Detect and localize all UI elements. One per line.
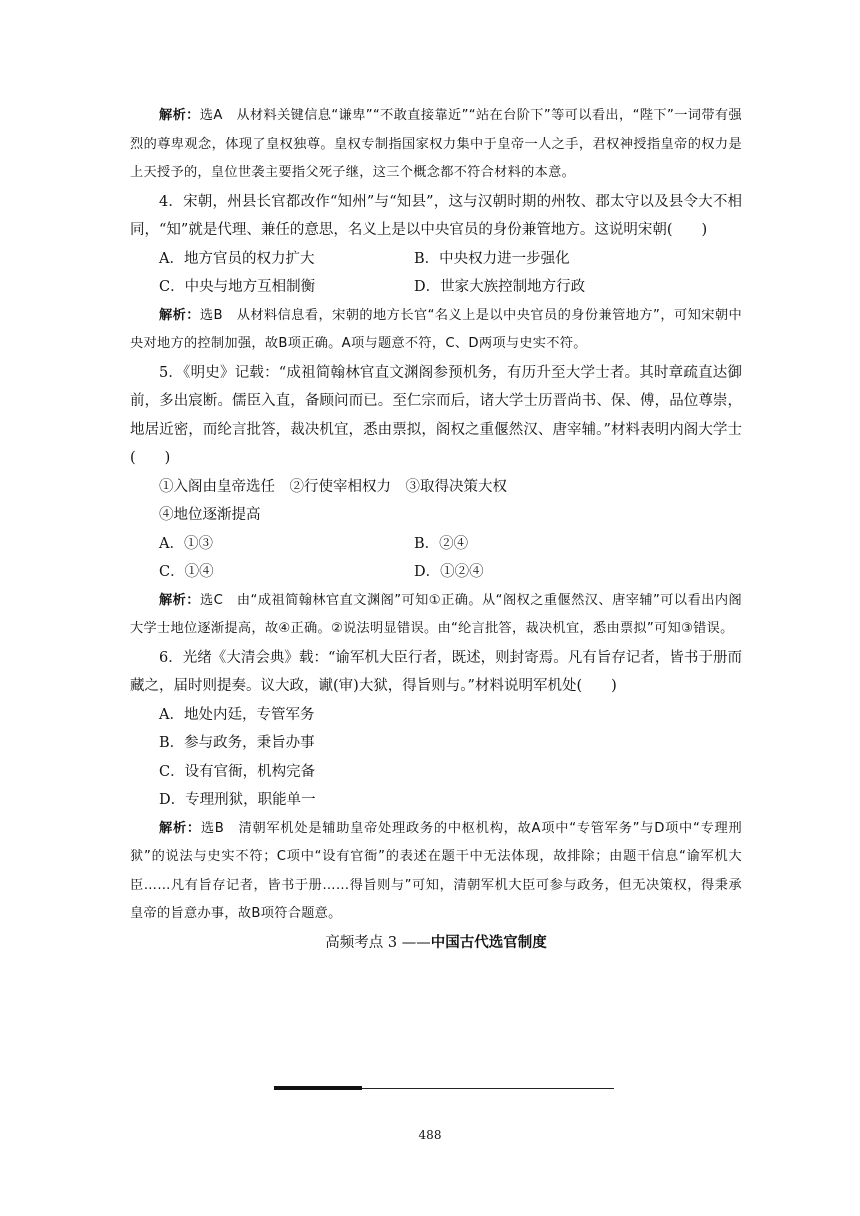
option-a: A．地处内廷，专管军务 bbox=[159, 706, 315, 723]
option-c: C．①④ bbox=[159, 564, 214, 580]
option-d: D．专理刑狱，职能单一 bbox=[159, 792, 316, 808]
section-heading-prefix: 高频考点 3 —— bbox=[325, 934, 431, 951]
explanation-label: 解析： bbox=[159, 820, 201, 836]
question-4-stem: 4．宋朝，州县长官都改作“知州”与“知县”，这与汉朝时期的州牧、郡太守以及县令大不相同，“知”就是代理、兼任的意思，名义上是以中央官员的身份兼管地方。这说明宋朝( ) bbox=[130, 193, 742, 238]
question-5-options-row-2 bbox=[130, 558, 742, 587]
option-d: D．①②④ bbox=[414, 564, 484, 580]
explanation-text: 选B 从材料信息看，宋朝的地方长官“名义上是以中央官员的身份兼管地方”，可知宋朝中央对地方的控制加强，故B项正确。A项与题意不符，C、D两项与史实不符。 bbox=[130, 307, 742, 351]
option-b: B．参与政务，秉旨办事 bbox=[159, 735, 315, 751]
explanation-q3 bbox=[130, 102, 742, 188]
explanation-label: 解析： bbox=[159, 108, 200, 123]
explanation-text: 选C 由“成祖简翰林官直文渊阁”可知①正确。从“阁权之重偃然汉、唐宰辅”可以看出内阁大学士地位逐渐提高，故④正确。②说法明显错误。由“纶言批答，裁决机宜，悉由票拟”可知③错误。 bbox=[130, 592, 742, 636]
explanation-q6 bbox=[130, 815, 742, 929]
question-5-items-line-1: ①入阁由皇帝选任 ②行使宰相权力 ③取得决策大权 bbox=[159, 478, 507, 495]
heading-underline-accent bbox=[274, 1086, 362, 1090]
option-a: A．①③ bbox=[159, 535, 213, 552]
explanation-q5 bbox=[130, 587, 742, 644]
explanation-text: 选B 清朝军机处是辅助皇帝处理政务的中枢机构，故A项中“专管军务”与D项中“专理刑狱”的说法与史实不符；C项中“设有官衙”的表述在题干中无法体现，故排除；由题干信息“谕军机大臣……凡有旨存记者，皆书于册……得旨则与”可知，清朝军机大臣可参与政务，但无决策权，得秉承皇帝的旨意办事，故B项符合题意。 bbox=[130, 820, 742, 921]
explanation-label: 解析： bbox=[159, 307, 200, 323]
option-b: B．中央权力进一步强化 bbox=[414, 250, 570, 267]
section-heading-title: 中国古代选官制度 bbox=[430, 933, 547, 951]
question-6-stem: 6．光绪《大清会典》载：“谕军机大臣行者，既述，则封寄焉。凡有旨存记者，皆书于册而藏之，届时则提奏。议大政，谳(审)大狱，得旨则与。”材料说明军机处( ) bbox=[130, 649, 742, 694]
page-content bbox=[130, 102, 742, 957]
section-heading bbox=[130, 929, 742, 957]
question-5-items-line-2: ④地位逐渐提高 bbox=[159, 507, 261, 523]
question-5-stem: 5．《明史》记载：“成祖简翰林官直文渊阁参预机务，有历升至大学士者。其时章疏直达御前，多出宸断。儒臣入直，备顾问而已。至仁宗而后，诸大学士历晋尚书、保、傅，品位尊崇，地居近密，而纶言批答，裁决机宜，悉由票拟，阁权之重偃然汉、唐宰辅。”材料表明内阁大学士( ) bbox=[130, 364, 742, 466]
explanation-text: 选A 从材料关键信息“谦卑”“不敢直接靠近”“站在台阶下”等可以看出，“陛下”一词带有强烈的尊卑观念，体现了皇权独尊。皇权专制指国家权力集中于皇帝一人之手，君权神授指皇帝的权力是上天授予的，皇位世袭主要指父死子继，这三个概念都不符合材料的本意。 bbox=[130, 108, 743, 180]
option-c: C．设有官衙，机构完备 bbox=[159, 763, 316, 780]
explanation-q4 bbox=[130, 302, 742, 359]
option-d: D．世家大族控制地方行政 bbox=[414, 279, 586, 295]
question-4-options-row-2 bbox=[130, 273, 742, 302]
explanation-label: 解析： bbox=[159, 592, 200, 608]
option-a: A．地方官员的权力扩大 bbox=[159, 250, 315, 267]
page-number: 488 bbox=[418, 1128, 442, 1142]
question-4-options-row-1 bbox=[130, 245, 742, 274]
option-c: C．中央与地方互相制衡 bbox=[159, 279, 316, 295]
question-5-options-row-1 bbox=[130, 530, 742, 559]
option-b: B．②④ bbox=[414, 535, 469, 552]
